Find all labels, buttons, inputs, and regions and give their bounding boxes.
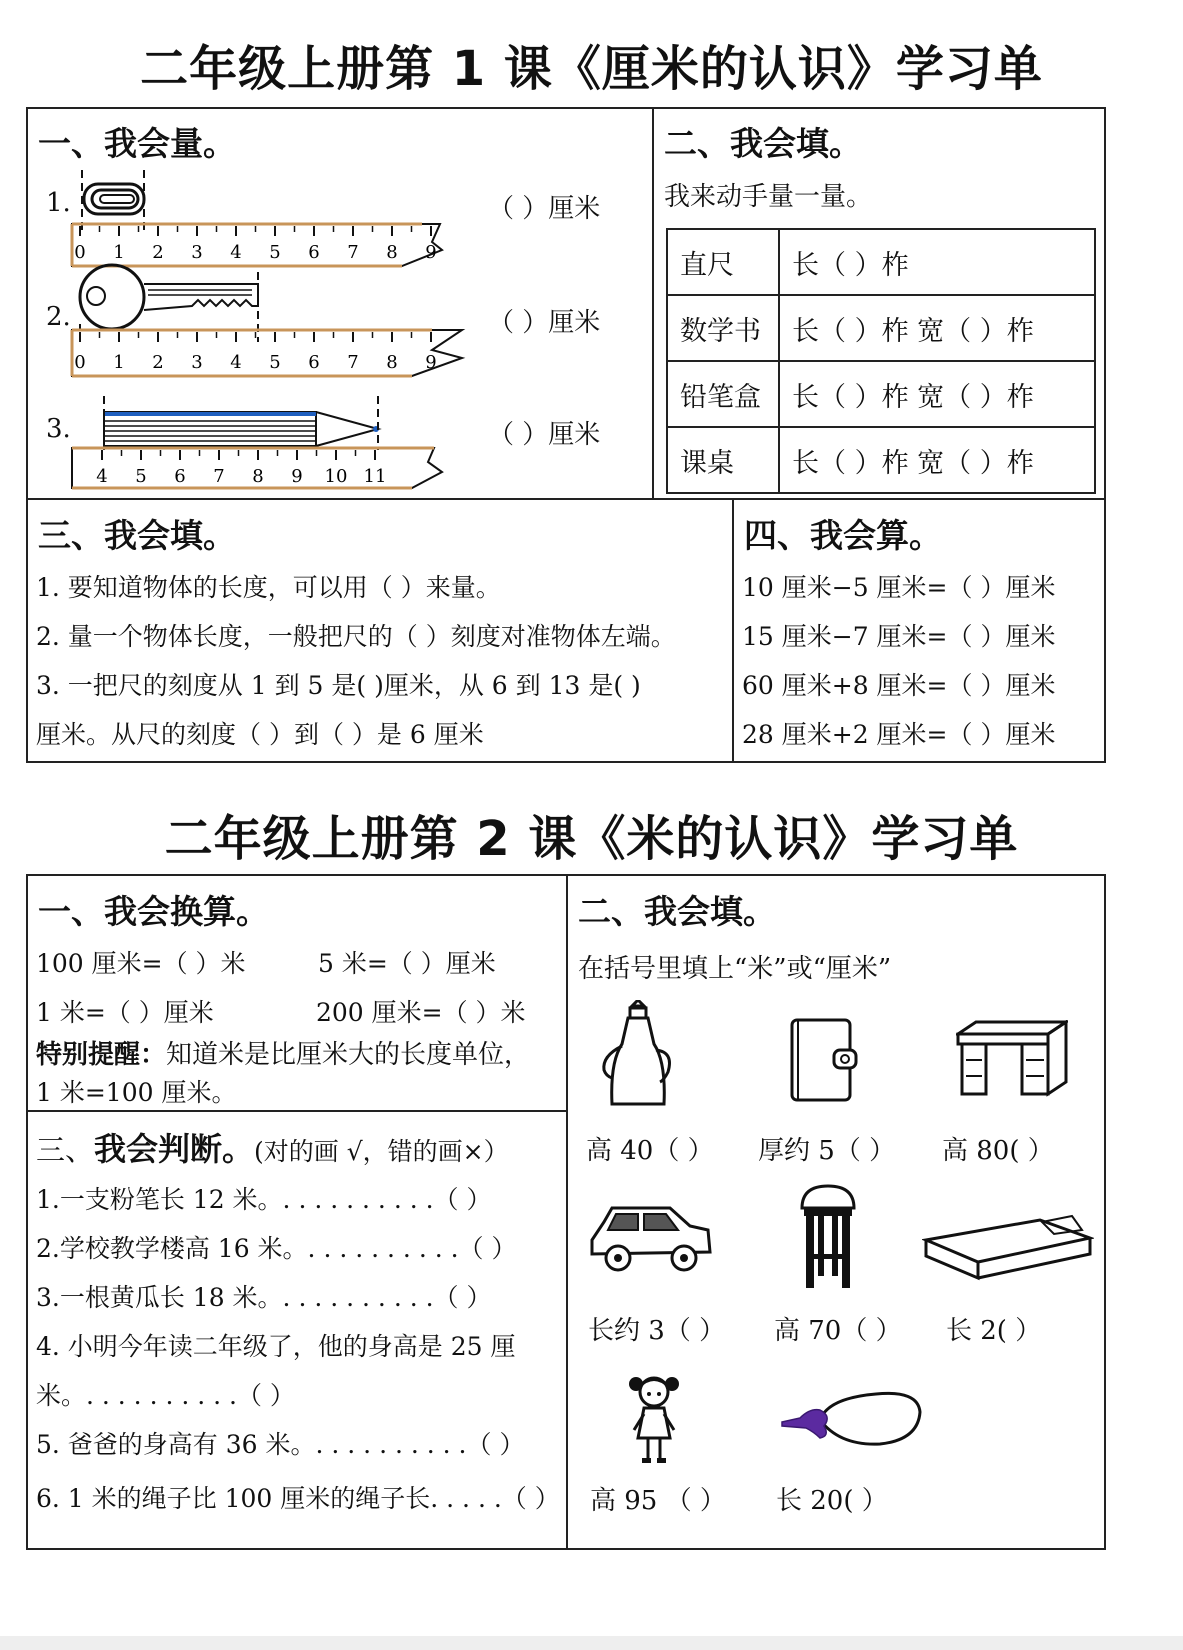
- picture-label[interactable]: 高 70（ ）: [774, 1316, 902, 1346]
- row-label: 直尺: [667, 229, 779, 295]
- ruler-key-figure: [62, 262, 472, 382]
- divider: [652, 107, 654, 499]
- fill-line[interactable]: 厘米。从尺的刻度（ ）到（ ）是 6 厘米: [36, 720, 484, 749]
- picture-label[interactable]: 厚约 5（ ）: [758, 1136, 896, 1166]
- bottom-strip: [0, 1636, 1183, 1650]
- divider: [566, 874, 568, 1550]
- section-heading-measure: 一、我会量。: [38, 124, 236, 163]
- desk-icon: [956, 1020, 1068, 1100]
- section-heading-calc: 四、我会算。: [744, 516, 942, 555]
- ruler-tick-label: 5: [269, 352, 281, 373]
- ruler-tick-label: 9: [291, 466, 303, 487]
- section-heading-convert: 一、我会换算。: [38, 892, 269, 931]
- stool-icon: [796, 1184, 860, 1290]
- calc-line[interactable]: 10 厘米−5 厘米=（ ）厘米: [742, 573, 1056, 602]
- judge-line[interactable]: 2.学校教学楼高 16 米。. . . . . . . . . .（ ）: [36, 1234, 517, 1263]
- row-label: 铅笔盒: [667, 361, 779, 427]
- convert-blank[interactable]: 5 米=（ ）厘米: [318, 949, 496, 978]
- ruler-tick-label: 5: [135, 466, 147, 487]
- table-row: [667, 361, 1095, 427]
- ruler-tick-label: 0: [74, 352, 86, 373]
- ruler-tick-label: 4: [230, 242, 242, 263]
- ruler-tick-label: 8: [386, 242, 398, 263]
- measure-table: [666, 228, 1096, 494]
- picture-label[interactable]: 高 80( ）: [942, 1136, 1054, 1166]
- picture-label[interactable]: 高 40（ ）: [586, 1136, 714, 1166]
- tip: [36, 1034, 530, 1071]
- ruler-tick-label: 4: [230, 352, 242, 373]
- picture-label[interactable]: 长 20( ）: [776, 1486, 888, 1516]
- ruler-tick-label: 11: [363, 466, 387, 487]
- table-row: [667, 427, 1095, 493]
- ruler-tick-label: 9: [425, 352, 437, 373]
- calc-line[interactable]: 28 厘米+2 厘米=（ ）厘米: [742, 720, 1056, 749]
- paperclip-icon: [84, 184, 144, 214]
- ruler-tick-label: 1: [113, 242, 125, 263]
- calc-line[interactable]: 15 厘米−7 厘米=（ ）厘米: [742, 622, 1056, 651]
- picture-label[interactable]: 长 2( ）: [946, 1316, 1042, 1346]
- section-heading-fill: 三、我会填。: [38, 516, 236, 555]
- judge-line[interactable]: 4. 小明今年读二年级了，他的身高是 25 厘: [36, 1332, 516, 1361]
- divider: [26, 498, 1106, 500]
- girl-icon: [626, 1374, 682, 1466]
- row-answer[interactable]: 长（ ）柞 宽（ ）柞: [779, 295, 1095, 361]
- convert-blank[interactable]: 200 厘米=（ ）米: [316, 998, 526, 1027]
- row-answer[interactable]: 长（ ）柞 宽（ ）柞: [779, 427, 1095, 493]
- lesson1-title: 二年级上册第 1 课《厘米的认识》学习单: [140, 41, 1043, 97]
- eggplant-icon: [780, 1388, 924, 1448]
- ruler-paperclip-figure: [62, 170, 462, 270]
- heading-main: 我会判断。: [94, 1130, 255, 1168]
- tip-text: 知道米是比厘米大的长度单位，: [166, 1040, 531, 1070]
- divider: [732, 498, 734, 763]
- ruler-tick-label: 10: [324, 466, 348, 487]
- car-icon: [586, 1200, 716, 1280]
- ruler-tick-label: 5: [269, 242, 281, 263]
- row-answer[interactable]: 长（ ）柞: [779, 229, 1095, 295]
- ruler-tick-label: 2: [152, 242, 164, 263]
- ruler-tick-label: 3: [191, 352, 203, 373]
- ruler-tick-label: 7: [213, 466, 225, 487]
- pencil-icon: [104, 412, 379, 446]
- key-icon: [80, 265, 258, 329]
- teapot-icon: [598, 1000, 678, 1110]
- item-number: 1.: [46, 188, 71, 218]
- answer-blank[interactable]: （ ）厘米: [488, 420, 601, 450]
- fill-line[interactable]: 2. 量一个物体长度，一般把尺的（ ）刻度对准物体左端。: [36, 622, 676, 651]
- answer-blank[interactable]: （ ）厘米: [488, 308, 601, 338]
- answer-blank[interactable]: （ ）厘米: [488, 194, 601, 224]
- ruler-tick-label: 8: [386, 352, 398, 373]
- ruler-tick-label: 6: [174, 466, 186, 487]
- row-label: 数学书: [667, 295, 779, 361]
- book-icon: [788, 1016, 860, 1106]
- judge-line[interactable]: 5. 爸爸的身高有 36 米。. . . . . . . . . .（ ）: [36, 1430, 525, 1459]
- ruler-tick-label: 4: [96, 466, 108, 487]
- section-intro: 在括号里填上“米”或“厘米”: [578, 954, 892, 984]
- heading-prefix: 三、: [36, 1133, 95, 1167]
- convert-blank[interactable]: 1 米=（ ）厘米: [36, 998, 214, 1027]
- ruler-pencil-figure: [62, 392, 462, 492]
- ruler-tick-label: 9: [425, 242, 437, 263]
- ruler-tick-label: 7: [347, 352, 359, 373]
- judge-line[interactable]: 6. 1 米的绳子比 100 厘米的绳子长. . . . .（ ）: [36, 1484, 560, 1513]
- section-heading-judge: [36, 1124, 509, 1170]
- ruler-tick-label: 0: [74, 242, 86, 263]
- ruler-tick-label: 6: [308, 352, 320, 373]
- heading-note: (对的画 √，错的画×）: [254, 1137, 509, 1166]
- item-number: 2.: [46, 302, 71, 332]
- divider: [26, 1110, 567, 1112]
- convert-blank[interactable]: 100 厘米=（ ）米: [36, 949, 246, 978]
- picture-label[interactable]: 高 95 （ ）: [590, 1486, 726, 1516]
- item-number: 3.: [46, 414, 71, 444]
- bed-icon: [922, 1212, 1094, 1282]
- judge-line[interactable]: 1.一支粉笔长 12 米。. . . . . . . . . .（ ）: [36, 1185, 492, 1214]
- ruler-tick-label: 3: [191, 242, 203, 263]
- judge-line[interactable]: 3.一根黄瓜长 18 米。. . . . . . . . . .（ ）: [36, 1283, 492, 1312]
- row-label: 课桌: [667, 427, 779, 493]
- tip-text-line2: 1 米=100 厘米。: [36, 1078, 237, 1107]
- section-heading-fill: 二、我会填。: [578, 892, 776, 931]
- ruler-tick-label: 2: [152, 352, 164, 373]
- table-row: [667, 295, 1095, 361]
- picture-label[interactable]: 长约 3（ ）: [588, 1316, 726, 1346]
- section-heading-fill: 二、我会填。: [664, 124, 862, 163]
- ruler-tick-label: 1: [113, 352, 125, 373]
- lesson2-title: 二年级上册第 2 课《米的认识》学习单: [164, 811, 1019, 867]
- ruler-tick-label: 7: [347, 242, 359, 263]
- fill-line[interactable]: 1. 要知道物体的长度，可以用（ ）来量。: [36, 573, 501, 602]
- judge-line[interactable]: 米。. . . . . . . . . .（ ）: [36, 1381, 295, 1410]
- tip-label: 特别提醒：: [36, 1040, 167, 1070]
- ruler-tick-label: 6: [308, 242, 320, 263]
- fill-line[interactable]: 3. 一把尺的刻度从 1 到 5 是( )厘米，从 6 到 13 是( ): [36, 671, 641, 700]
- row-answer[interactable]: 长（ ）柞 宽（ ）柞: [779, 361, 1095, 427]
- ruler-tick-label: 8: [252, 466, 264, 487]
- section-intro: 我来动手量一量。: [664, 182, 873, 212]
- ruler-icon: [72, 330, 462, 376]
- calc-line[interactable]: 60 厘米+8 厘米=（ ）厘米: [742, 671, 1056, 700]
- table-row: [667, 229, 1095, 295]
